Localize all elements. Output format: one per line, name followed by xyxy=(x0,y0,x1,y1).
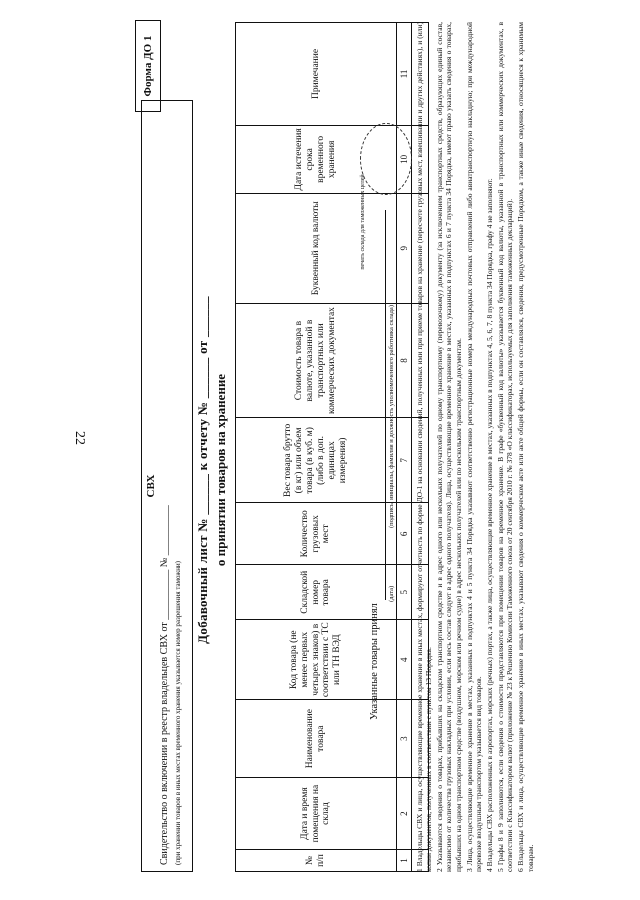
column-number: 3 xyxy=(397,700,412,778)
column-number: 5 xyxy=(397,565,412,620)
sheet-subtitle: о принятии товаров на хранение xyxy=(213,373,228,567)
footnote: 1 Владельцы СВХ и лица, осуществляющие временное хранение в иных местах, формируют отчетность по форме ДО-1 на основании сведений, полученных ими при приеме товаров на хранение (пересчете грузовых мест, взвешивании и других действиях), и (или) копии документов, полученных в соответствии с пунктом 13 Порядка. xyxy=(415,22,434,872)
header-cell: Дата истечения срока временного хранения xyxy=(236,125,397,193)
footnotes xyxy=(415,22,537,872)
footnote-rule xyxy=(411,712,412,872)
header-cell: Буквенный код валюты xyxy=(236,193,397,303)
stamp-placeholder xyxy=(360,123,412,195)
date-caption: (дата) xyxy=(388,585,395,602)
header-cell: Наименование товара xyxy=(236,700,397,778)
column-number: 11 xyxy=(397,23,412,126)
footnote: 4 Владельцы СВХ расположенных в аэропортах, морских (речных) портах, а также лица, осуществляющие временное хранение в местах, указанных в подпунктах 4, 5, 6, 7, 8 пункта 34 Порядка, графу 4 не заполняют. xyxy=(484,178,494,872)
footnote: 3 Лица, осуществляющие временное хранение в местах, указанных в подпунктах 4 и 5 пункта 34 Порядка указывают соответственно регистрационные номера международных почтовых отправлений либо авиатранспортную накладную; при международной перевозке воздушным транспортом указывается вид товаров. xyxy=(464,22,483,872)
signer-caption: (подпись, инициалы, фамилия и должность уполномоченного работника склада) xyxy=(388,305,395,528)
svh-title: СВХ xyxy=(145,474,157,498)
column-number: 8 xyxy=(397,303,412,418)
form-label: Форма ДО 1 xyxy=(135,20,161,112)
column-number: 4 xyxy=(397,620,412,700)
rotated-form xyxy=(135,20,625,880)
stamp-caption: печать склада для таможенных целей xyxy=(360,174,366,270)
column-number: 1 xyxy=(397,850,412,872)
sheet-title: Добавочный лист № ______ к отчету № ______ от ______ xyxy=(195,296,210,644)
header-cell: Дата и время помещения на склад xyxy=(236,778,397,850)
signature-line xyxy=(385,210,386,600)
header-cell: Примечание xyxy=(236,23,397,126)
svh-header-box xyxy=(141,100,193,872)
column-number: 6 xyxy=(397,503,412,565)
header-cell: Стоимость товара в валюте, указанной в транспортных или коммерческих документах xyxy=(236,303,397,418)
certificate-note: (при хранении товаров в иных местах временного хранения указывается номер разрешения таможни) xyxy=(174,560,182,865)
header-cell: Количество грузовых мест xyxy=(236,503,397,565)
column-number: 7 xyxy=(397,418,412,503)
footnote: 6 Владельцы СВХ и лица, осуществляющие временное хранение в иных местах, указывают сведения о коммерческом акте или акте общей формы, если он составлялся, сведения, предусмотренные Порядком, а также иные сведения, относящиеся к хранимым товарам. xyxy=(516,22,535,872)
footnote: 2 Указываются сведения о товарах, прибывших на складском транспортном средстве и в адрес одного или нескольких получателей по одному транспортному (перевозочному) документу (за исключением транспортных средств, образующих единый состав, независимо от количества грузовых накладных при условии, если весь состав следует в адрес одного получателя). Лица, осуществляющие временное хранение в местах, указанных в подпунктах 6 и 7 пункта 34 Порядка, имеют право указать сведения о товарах, прибывших на одном транспортном средстве (воздушном, морском или речном судне) в адрес нескольких получателей или по нескольким транспортным документам. xyxy=(435,22,463,872)
certificate-line: Свидетельство о включении в реестр владельцев СВХ от __________ № __________ xyxy=(159,505,170,865)
column-number: 2 xyxy=(397,778,412,850)
column-number: 10 xyxy=(397,125,412,193)
header-cell: Вес товара брутто (в кг) или объем товара (в куб. м) (либо в доп. единицах измерения) xyxy=(236,418,397,503)
footnote: 5 Графы 8 и 9 заполняются, если сведения о стоимости представляются при помещении товаров на временное хранение. В графе «буквенный код валюты» указывается буквенный код валюты, указанной в транспортных или коммерческих документах, в соответствии с Классификатором валют (приложение № 23 к Решению Комиссии Таможенного союза от 20 сентября 2010 г. № 378 «О классификаторах, используемых для заполнения таможенных деклараций). xyxy=(496,22,515,872)
header-cell: Складской номер товара xyxy=(236,565,397,620)
header-cell: № п/п xyxy=(236,850,397,872)
accepted-label: Указанные товары принял xyxy=(369,603,380,720)
page-number: 22 xyxy=(72,431,87,445)
header-cell: Код товара (не менее первых четырех знаков) в соответствии с ТС или ТН ВЭД xyxy=(236,620,397,700)
column-number: 9 xyxy=(397,193,412,303)
